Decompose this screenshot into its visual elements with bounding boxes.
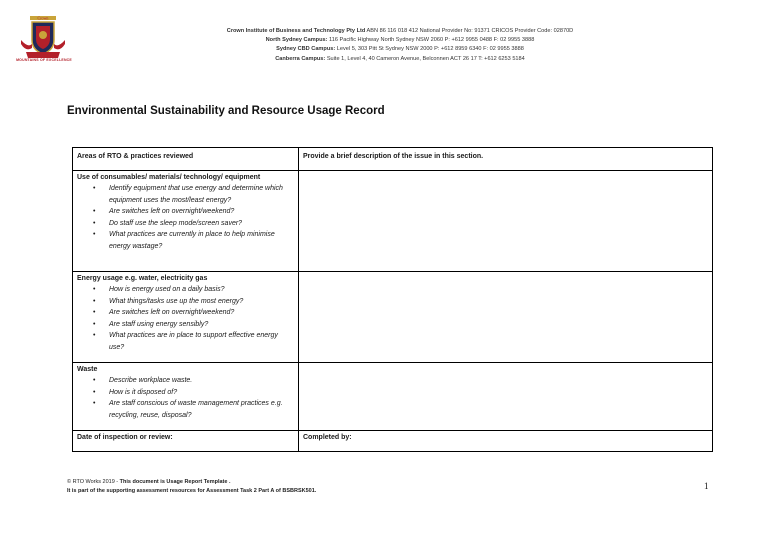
question-item: • Identify equipment that use energy and determine which equipment uses the most/least energy? <box>109 183 294 206</box>
col-header-areas: Areas of RTO & practices reviewed <box>73 148 299 171</box>
footer-line-1: © RTO Works 2019 - This document is Usage Report Template . <box>67 479 231 485</box>
table-row <box>73 272 713 363</box>
header-line-2: North Sydney Campus: 116 Pacific Highway North Sydney NSW 2060 P: +612 9955 0488 F: 02 9955 3888 <box>265 37 535 44</box>
description-cell-waste[interactable] <box>299 363 713 431</box>
crest-icon <box>18 14 68 62</box>
section-title: Waste <box>77 366 98 373</box>
question-item: • Are staff using energy sensibly? <box>109 319 294 331</box>
page-footer <box>67 478 316 496</box>
table-header-row <box>73 148 713 171</box>
question-item: • Do staff use the sleep mode/screen saver? <box>109 218 294 230</box>
record-table <box>72 147 713 452</box>
table-row <box>73 363 713 431</box>
page-number: 1 <box>704 481 709 491</box>
logo-wordmark: Crown <box>37 15 49 21</box>
document-title: Environmental Sustainability and Resource Usage Record <box>67 105 385 117</box>
col-header-description: Provide a brief description of the issue in this section. <box>299 148 713 171</box>
section-consumables <box>73 171 299 272</box>
table-row <box>73 431 713 452</box>
footer-line-2: It is part of the supporting assessment resources for Assessment Task 2 Part A of BSBRSK501. <box>67 488 317 494</box>
question-item: • How is energy used on a daily basis? <box>109 284 294 296</box>
question-item: • Are switches left on overnight/weekend? <box>109 307 294 319</box>
header-line-1: Crown Institute of Business and Technology Pty Ltd ABN 86 116 018 412 National Provider No: 91371 CRICOS Provider Code: 02870D <box>226 28 574 34</box>
table-row <box>73 171 713 272</box>
question-item: • What things/tasks use up the most energy? <box>109 296 294 308</box>
question-item: • Are switches left on overnight/weekend? <box>109 206 294 218</box>
question-item: • What practices are in place to support effective energy use? <box>109 330 294 353</box>
section-title: Use of consumables/ materials/ technology/ equipment <box>77 174 261 181</box>
header-line-3: Sydney CBD Campus: Level 5, 303 Pitt St Sydney NSW 2000 P: +612 8959 6340 F: 02 9955 3888 <box>276 46 524 53</box>
question-item: • Are staff conscious of waste management practices e.g. recycling, reuse, disposal? <box>109 398 294 421</box>
header-line-4: Canberra Campus: Suite 1, Level 4, 40 Cameron Avenue, Belconnen ACT 26 17 T: +612 6253 5184 <box>275 55 525 62</box>
description-cell-consumables[interactable] <box>299 171 713 272</box>
question-item: • Describe workplace waste. <box>109 375 294 387</box>
institute-header <box>150 27 650 64</box>
completed-by-field[interactable]: Completed by: <box>299 431 713 452</box>
question-item: • How is it disposed of? <box>109 387 294 399</box>
description-cell-energy[interactable] <box>299 272 713 363</box>
logo-tagline: MOUNTAINS OF EXCELLENCE <box>16 58 72 62</box>
section-energy-usage <box>73 272 299 363</box>
question-item: • What practices are currently in place to help minimise energy wastage? <box>109 229 294 252</box>
section-waste <box>73 363 299 431</box>
date-of-inspection-field[interactable]: Date of inspection or review: <box>73 431 299 452</box>
section-title: Energy usage e.g. water, electricity gas <box>77 275 208 282</box>
